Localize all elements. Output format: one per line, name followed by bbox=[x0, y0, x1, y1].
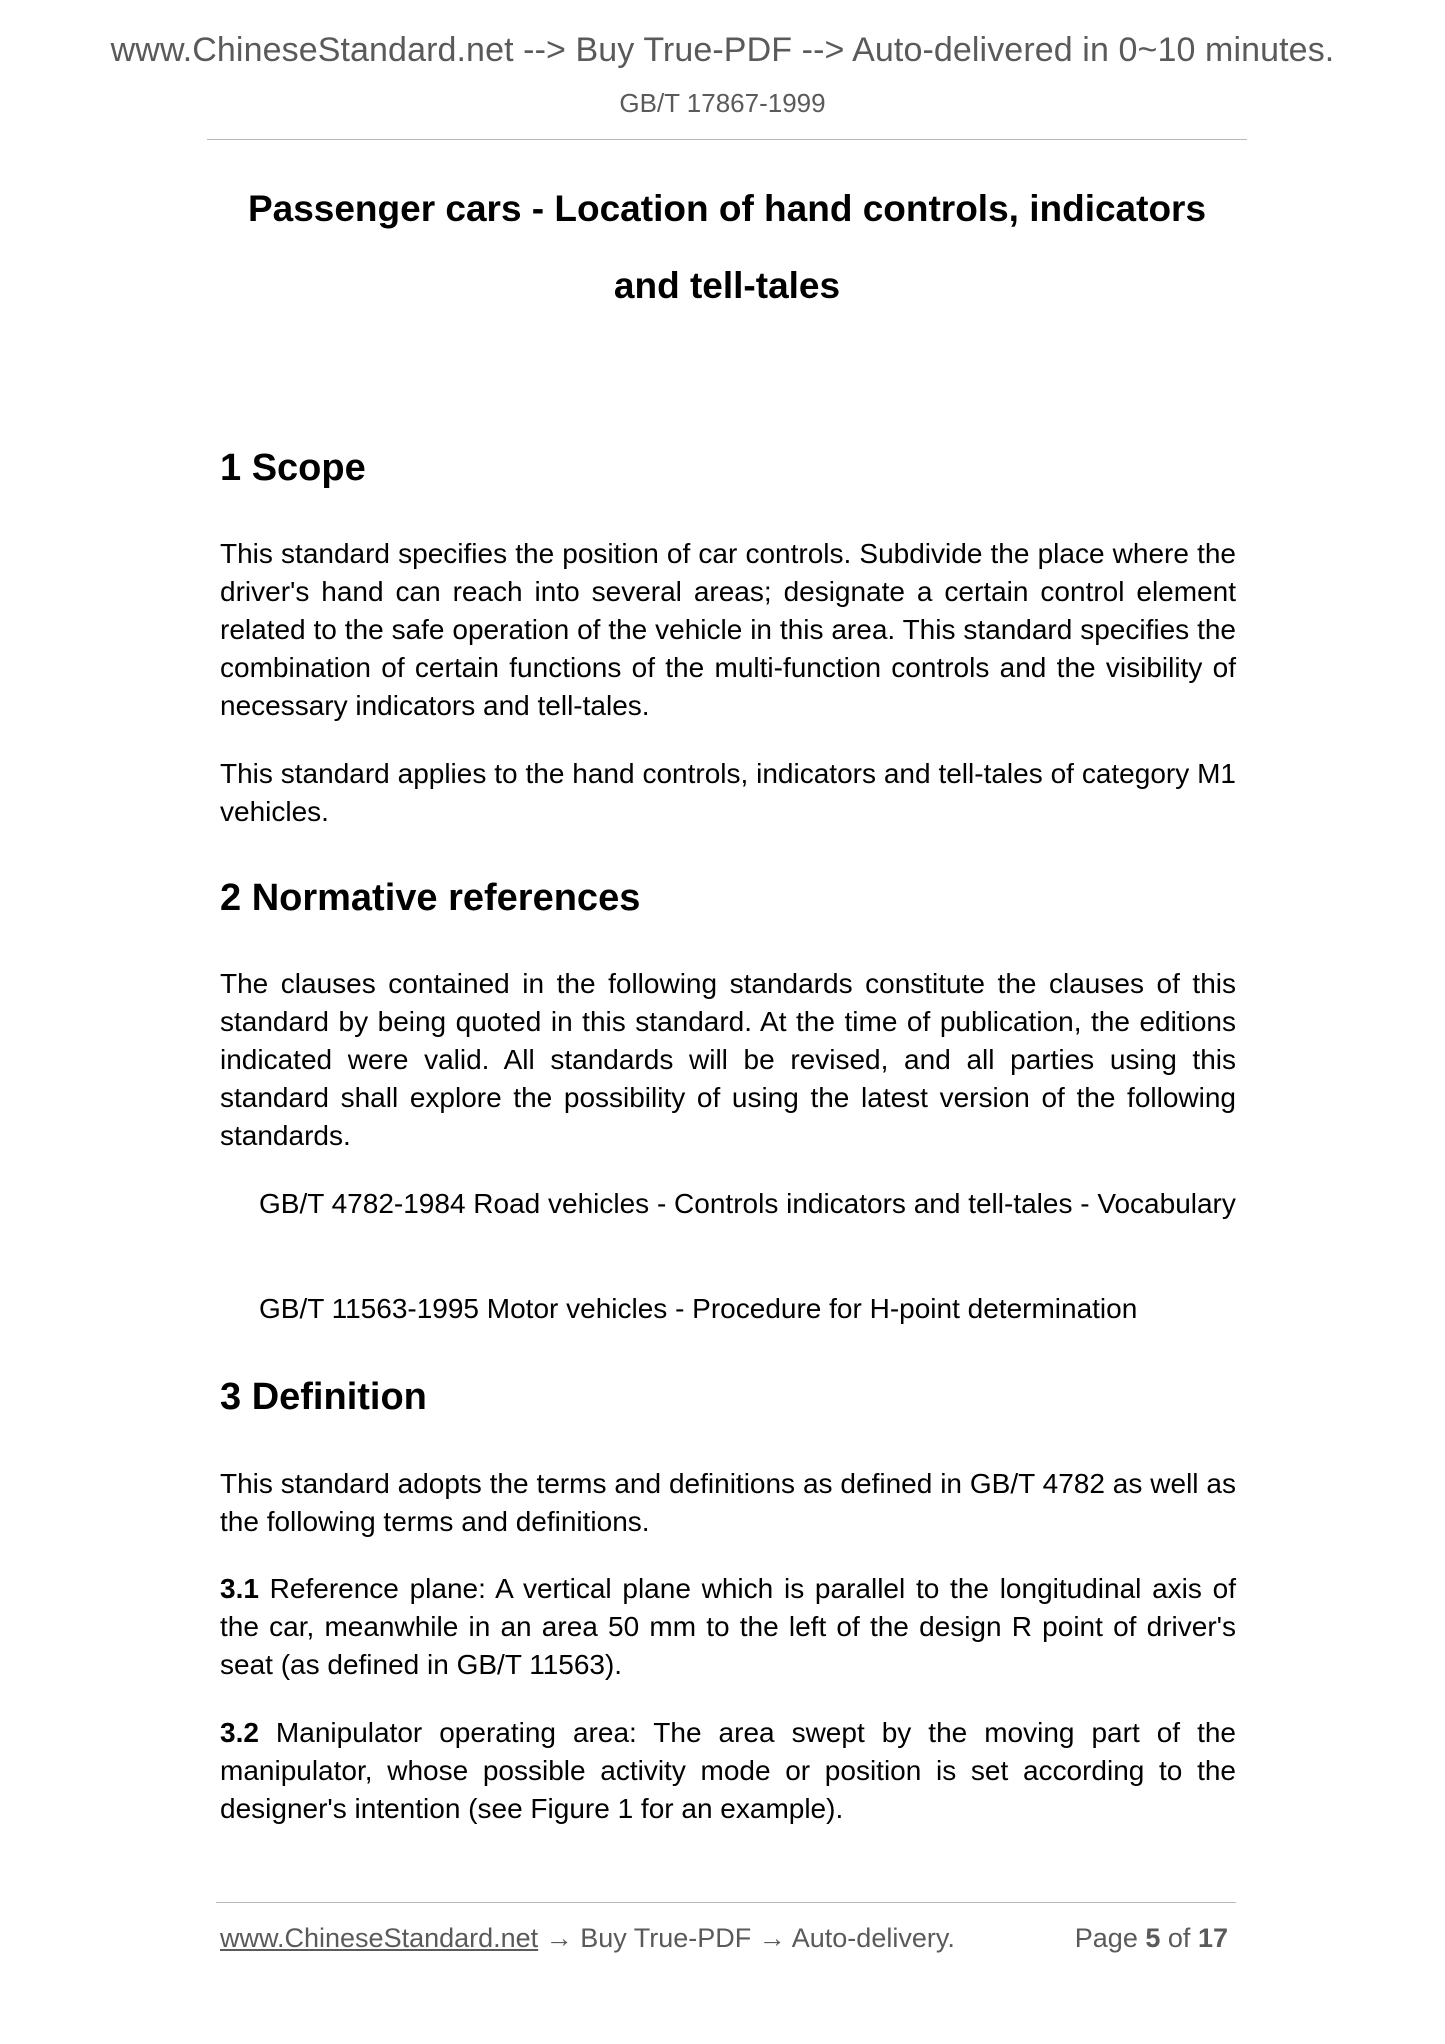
section-heading-definition: 3 Definition bbox=[220, 1376, 427, 1418]
arrow-right-icon: → bbox=[538, 1923, 581, 1953]
page-footer bbox=[220, 1918, 1236, 1958]
normative-reference-item: GB/T 4782-1984 Road vehicles - Controls indicators and tell-tales - Vocabulary bbox=[259, 1188, 1236, 1219]
of-label: of bbox=[1167, 1923, 1191, 1953]
clause-number: 3.1 bbox=[220, 1573, 259, 1604]
section-heading-normative-references: 2 Normative references bbox=[220, 877, 641, 919]
clause-text: Manipulator operating area: The area swept by the moving part of the manipulator, whose possible activity mode or position is set according to the designer's intention (see Figure 1 for an example). bbox=[220, 1717, 1236, 1824]
normative-reference-item: GB/T 11563-1995 Motor vehicles - Procedure for H-point determination bbox=[259, 1293, 1138, 1324]
footer-delivery-text: Auto-delivery. bbox=[791, 1923, 955, 1953]
clause-number: 3.2 bbox=[220, 1717, 259, 1748]
clause-text: Reference plane: A vertical plane which is parallel to the longitudinal axis of the car, meanwhile in an area 50 mm to the left of the design R point of driver's seat (as defined in GB/T 11563). bbox=[220, 1573, 1236, 1680]
normative-paragraph-1: The clauses contained in the following standards constitute the clauses of this standard by being quoted in this standard. At the time of publication, the editions indicated were valid. All standards will be revised, and all parties using this standard shall explore the possibility of using the latest version of the following standards. bbox=[220, 968, 1236, 1151]
page-number bbox=[1075, 1918, 1228, 1958]
page-label: Page bbox=[1074, 1923, 1138, 1953]
scope-paragraph-2: This standard applies to the hand controls, indicators and tell-tales of category M1 vehicles. bbox=[220, 758, 1236, 827]
arrow-right-icon: → bbox=[751, 1923, 792, 1953]
document-title-line-1: Passenger cars - Location of hand controls, indicators bbox=[247, 188, 1207, 229]
header-promo-text: www.ChineseStandard.net --> Buy True-PDF --> Auto-delivered in 0~10 minutes. bbox=[110, 31, 1335, 69]
total-pages-number: 17 bbox=[1197, 1923, 1228, 1953]
current-page-number: 5 bbox=[1145, 1923, 1161, 1953]
document-title-line-2: and tell-tales bbox=[613, 265, 841, 306]
definition-clause-3-2 bbox=[220, 1714, 1236, 1828]
definition-paragraph-1: This standard adopts the terms and definitions as defined in GB/T 4782 as well as the following terms and definitions. bbox=[220, 1468, 1236, 1537]
footer-divider bbox=[216, 1902, 1236, 1903]
section-heading-scope: 1 Scope bbox=[220, 447, 366, 489]
footer-promo bbox=[220, 1918, 955, 1958]
footer-buy-text: Buy True-PDF bbox=[580, 1923, 752, 1953]
header-divider bbox=[207, 139, 1247, 140]
scope-paragraph-1: This standard specifies the position of car controls. Subdivide the place where the driver's hand can reach into several areas; designate a certain control element related to the safe operation of the vehicle in this area. This standard specifies the combination of certain functions of the multi-function controls and the visibility of necessary indicators and tell-tales. bbox=[220, 538, 1236, 721]
definition-clause-3-1 bbox=[220, 1570, 1236, 1684]
footer-website-link[interactable]: www.ChineseStandard.net bbox=[220, 1923, 539, 1953]
standard-code: GB/T 17867-1999 bbox=[619, 88, 826, 118]
